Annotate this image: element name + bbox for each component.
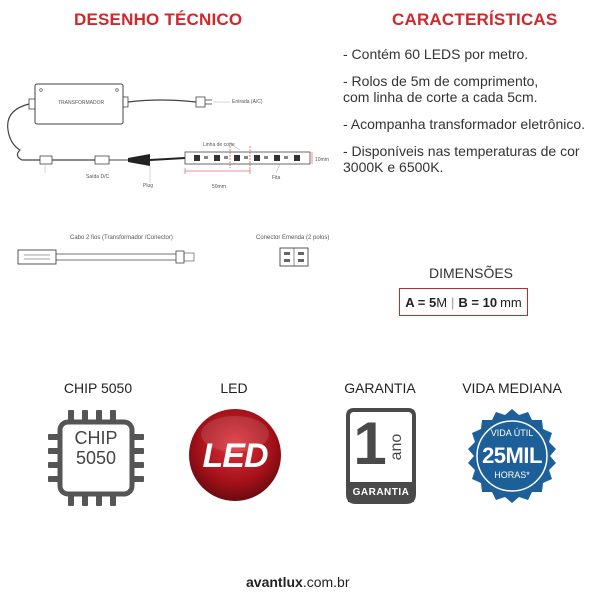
led-label: LED xyxy=(220,380,248,396)
vida-label: VIDA MEDIANA xyxy=(462,380,562,396)
footer-website[interactable] xyxy=(246,574,350,590)
footer-domain: .com.br xyxy=(302,574,350,590)
warranty-band: GARANTIA xyxy=(352,487,410,498)
width-label: 10mm xyxy=(315,157,329,163)
measure-label: 50mm xyxy=(212,184,226,190)
garantia-label: GARANTIA xyxy=(344,380,416,396)
dimension-b: B = 10 xyxy=(458,294,498,310)
warranty-unit: ano xyxy=(388,433,405,461)
plug-label: Plug xyxy=(143,183,154,189)
technical-drawing-title: DESENHO TÉCNICO xyxy=(74,10,243,29)
lifespan-top: VIDA ÚTIL xyxy=(490,428,534,438)
technical-drawing xyxy=(0,70,330,200)
dimension-a: A = 5 xyxy=(405,294,437,310)
input-label: Entrada (A/C) xyxy=(232,99,263,105)
dimensions-title: DIMENSÕES xyxy=(429,265,514,281)
dimension-b-unit: mm xyxy=(500,294,522,310)
cut-line-label: Linha de corte xyxy=(203,142,235,148)
feature-item: - Rolos de 5m de comprimento, com linha de corte a cada 5cm. xyxy=(343,73,539,105)
dimension-separator: | xyxy=(451,294,455,310)
feature-item: - Contém 60 LEDS por metro. xyxy=(343,46,529,62)
cable-drawing xyxy=(0,240,330,280)
chip-label: CHIP 5050 xyxy=(63,380,133,396)
strip-label: Fita xyxy=(272,175,281,181)
chip-text: CHIP 5050 xyxy=(74,428,118,468)
footer-brand: avantlux xyxy=(246,574,303,590)
dimensions-box xyxy=(399,288,528,316)
dimension-a-unit: M xyxy=(436,294,448,310)
cable-label: Cabo 2 fios (Transformador /Conector) xyxy=(70,235,173,241)
lifespan-bottom: HORAS* xyxy=(494,470,530,480)
lifespan-main: 25MIL xyxy=(482,443,542,468)
transformer-label: TRANSFORMADOR xyxy=(58,100,105,106)
feature-item: - Disponíveis nas temperaturas de cor 3000K e 6500K. xyxy=(343,143,580,175)
led-text: LED xyxy=(202,437,268,475)
features-title: CARACTERÍSTICAS xyxy=(392,10,558,29)
warranty-number: 1 xyxy=(353,410,387,477)
feature-item: - Acompanha transformador eletrônico. xyxy=(343,116,586,132)
ac-plug xyxy=(196,97,205,107)
output-label: Saída D/C xyxy=(86,174,110,180)
connector-label: Conector Emenda (2 polos) xyxy=(256,235,330,241)
